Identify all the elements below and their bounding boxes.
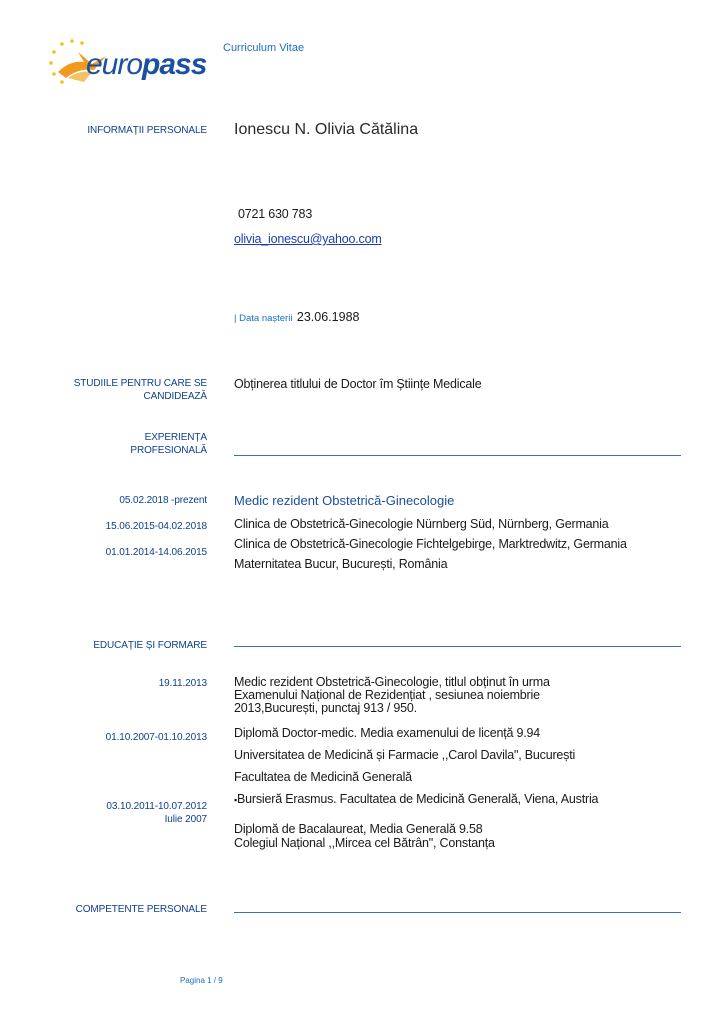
experience-date-1: 05.02.2018 -prezent (119, 495, 207, 506)
experience-title: Medic rezident Obstetrică-Ginecologie (234, 493, 455, 508)
studies-label (74, 377, 207, 403)
residency-line-2: Examenului Național de Rezidențiat , sesiunea noiembrie (234, 688, 540, 702)
experience-label-line1: EXPERIENȚA (144, 432, 207, 443)
experience-date-2: 15.06.2015-04.02.2018 (105, 521, 207, 532)
diploma-line-2: Universitatea de Medicină și Farmacie ,,Carol Davila", București (234, 748, 576, 762)
email-link[interactable]: olivia_ionescu@yahoo.com (234, 232, 382, 246)
bullet-icon: ▪ (234, 795, 237, 805)
bacalaureat-line-1: Diplomă de Bacalaureat, Media Generală 9.58 (234, 822, 483, 836)
education-date-1: 19.11.2013 (158, 678, 207, 689)
birth-date-value: 23.06.1988 (296, 310, 360, 324)
erasmus-text: Bursieră Erasmus. Facultatea de Medicină Generală, Viena, Austria (237, 792, 599, 806)
europass-logo (48, 38, 213, 90)
education-divider (234, 646, 681, 647)
experience-divider (234, 455, 681, 456)
studies-value: Obținerea titlului de Doctor îm Științe Medicale (234, 377, 482, 391)
education-date-4: Iulie 2007 (164, 814, 207, 825)
experience-label-line2: PROFESIONALĂ (130, 445, 207, 456)
logo-text-pass: pass (142, 48, 207, 81)
experience-date-3: 01.01.2014-14.06.2015 (105, 547, 207, 558)
skills-divider (234, 912, 681, 913)
residency-line-3: 2013,București, punctaj 913 / 950. (234, 701, 417, 715)
erasmus-row (234, 792, 598, 806)
full-name: Ionescu N. Olivia Cătălina (234, 121, 419, 138)
bacalaureat-block (234, 822, 495, 850)
studies-label-line1: STUDIILE PENTRU CARE SE (73, 378, 207, 389)
birth-date-label: | Data nașterii (234, 313, 293, 324)
page-number: Pagina 1 / 9 (180, 976, 223, 985)
experience-place-3: Maternitatea Bucur, București, România (234, 557, 448, 571)
diploma-line-1: Diplomă Doctor-medic. Media examenului de licență 9.94 (234, 726, 541, 740)
experience-place-2: Clinica de Obstetrică-Ginecologie Fichtelgebirge, Marktredwitz, Germania (234, 537, 627, 551)
bacalaureat-line-2: Colegiul Național ,,Mircea cel Bătrân", Constanța (234, 836, 495, 850)
personal-info-label: INFORMAȚII PERSONALE (87, 125, 207, 136)
education-label: EDUCAȚIE ȘI FORMARE (93, 640, 207, 651)
logo-text-euro: euro (86, 48, 143, 81)
diploma-line-3: Facultatea de Medicină Generală (234, 770, 412, 784)
skills-label: COMPETENTE PERSONALE (75, 904, 207, 915)
residency-line-1: Medic rezident Obstetrică-Ginecologie, titlul obținut în urma (234, 675, 550, 689)
education-date-2: 01.10.2007-01.10.2013 (105, 732, 207, 743)
birth-date-row (234, 308, 359, 326)
residency-block (234, 676, 550, 715)
experience-label (130, 431, 207, 457)
experience-place-1: Clinica de Obstetrică-Ginecologie Nürnberg Süd, Nürnberg, Germania (234, 517, 609, 531)
studies-label-line2: CANDIDEAZĂ (143, 391, 207, 402)
phone-number: 0721 630 783 (238, 207, 313, 221)
document-title: Curriculum Vitae (223, 42, 305, 54)
education-date-3: 03.10.2011-10.07.2012 (106, 801, 207, 812)
